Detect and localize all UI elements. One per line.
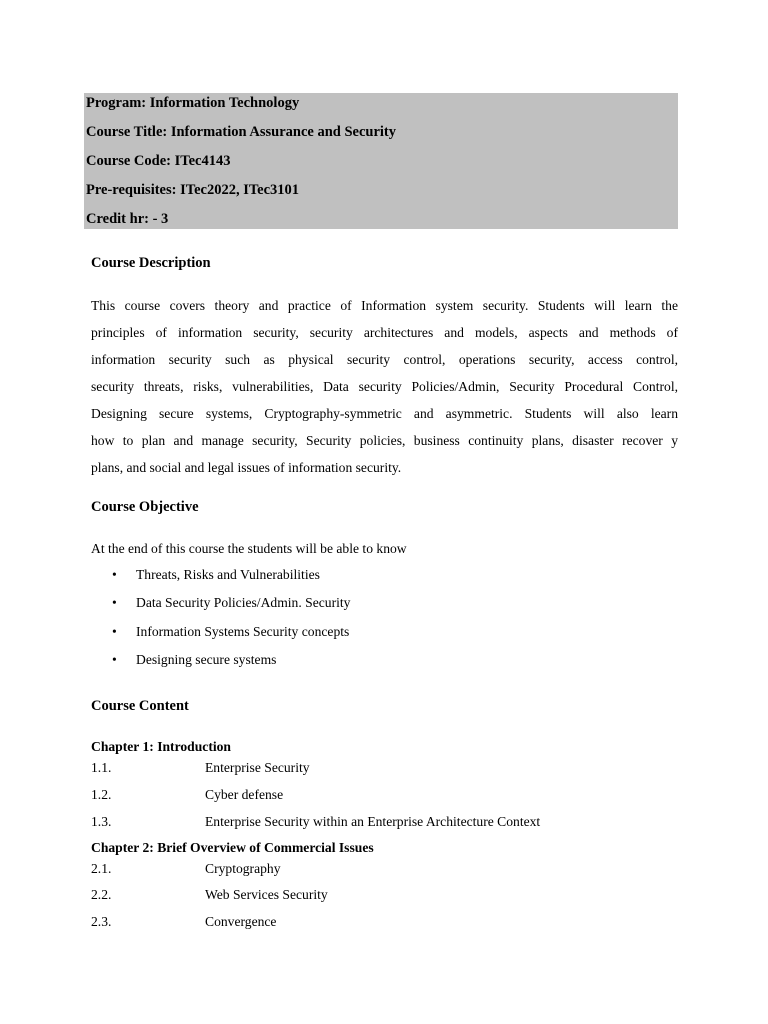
list-item (112, 652, 350, 680)
course-content-heading: Course Content (91, 698, 189, 714)
description-line: Designing secure systems, Cryptography-symmetric and asymmetric. Students will also learn (91, 406, 678, 421)
item-text: Enterprise Security within an Enterprise Architecture Context (205, 814, 541, 829)
description-line: This course covers theory and practice of Information system security. Students will learn the (91, 298, 678, 313)
item-number: 2.2. (91, 887, 112, 902)
objective-text: Data Security Policies/Admin. Security (136, 595, 351, 611)
objective-text: Information Systems Security concepts (136, 623, 350, 639)
list-item (112, 595, 350, 623)
description-line: principles of information security, security architectures and models, aspects and methods of (91, 325, 678, 340)
item-number: 1.1. (91, 760, 112, 775)
item-text: Convergence (205, 914, 277, 929)
item-text: Enterprise Security (205, 760, 310, 775)
course-code-line: Course Code: ITec4143 (86, 153, 231, 169)
description-line: how to plan and manage security, Security policies, business continuity plans, disaster recover y (91, 433, 678, 448)
chapter-1-title: Chapter 1: Introduction (91, 739, 231, 754)
credit-line: Credit hr: - 3 (86, 211, 169, 227)
item-text: Cyber defense (205, 787, 284, 802)
item-number: 2.3. (91, 914, 112, 929)
course-description-heading: Course Description (91, 255, 211, 271)
list-item (112, 624, 350, 652)
course-title-line: Course Title: Information Assurance and Security (86, 124, 397, 140)
item-number: 1.3. (91, 814, 112, 829)
description-line: information security such as physical security control, operations security, access control, (91, 352, 678, 367)
bullet-icon: • (112, 567, 117, 582)
program-line: Program: Information Technology (86, 95, 300, 111)
objective-text: Designing secure systems (136, 651, 277, 667)
description-line: plans, and social and legal issues of information security. (91, 460, 402, 475)
objective-intro: At the end of this course the students will be able to know (91, 541, 407, 556)
item-number: 1.2. (91, 787, 112, 802)
item-number: 2.1. (91, 861, 112, 876)
objective-text: Threats, Risks and Vulnerabilities (136, 567, 320, 582)
objective-list (112, 567, 350, 680)
list-item (112, 567, 350, 595)
bullet-icon: • (112, 595, 117, 611)
item-text: Web Services Security (205, 887, 328, 902)
course-header-box (84, 93, 678, 229)
chapter-2-title: Chapter 2: Brief Overview of Commercial Issues (91, 840, 374, 855)
bullet-icon: • (112, 623, 117, 639)
prerequisites-line: Pre-requisites: ITec2022, ITec3101 (86, 182, 300, 198)
course-objective-heading: Course Objective (91, 499, 199, 515)
description-line: security threats, risks, vulnerabilities, Data security Policies/Admin, Security Procedural Control, (91, 379, 678, 394)
item-text: Cryptography (205, 861, 281, 876)
course-description-text (91, 292, 678, 481)
bullet-icon: • (112, 651, 117, 667)
